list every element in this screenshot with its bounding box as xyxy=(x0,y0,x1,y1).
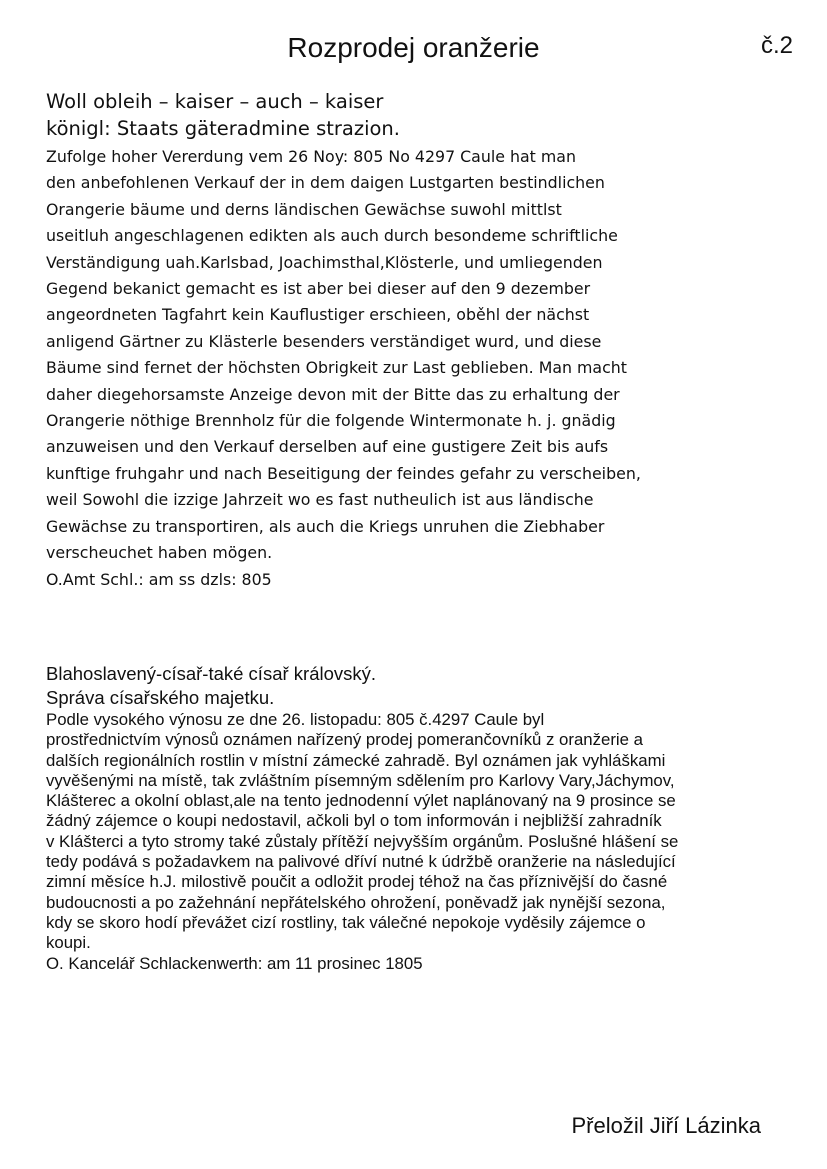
original-body-line: Zufolge hoher Vererdung vem 26 Noy: 805 No 4297 Caule hat man xyxy=(46,147,576,166)
original-body-line: weil Sowohl die izzige Jahrzeit wo es fast nutheulich ist aus ländische xyxy=(46,490,594,510)
original-body-line: Verständigung uah.Karlsbad, Joachimsthal,Klösterle, und umliegenden xyxy=(46,252,603,272)
page-title: Rozprodej oranžerie xyxy=(287,32,540,63)
translation-body-line: koupi. xyxy=(46,933,91,953)
translation-heading-line: Správa císařského majetku. xyxy=(46,687,275,708)
translation-body-line: Klášterec a okolní oblast,ale na tento jednodenní výlet naplánovaný na 9 prosince se xyxy=(46,791,676,811)
original-body-line: verscheuchet haben mögen. xyxy=(46,543,273,563)
translation-body-line: zimní měsíce h.J. milostivě poučit a odložit prodej téhož na čas příznivější do časné xyxy=(46,872,668,892)
original-body-line: useitluh angeschlagenen edikten als auch durch besondeme schriftliche xyxy=(46,226,618,246)
translation-body-line: prostřednictvím výnosů oznámen nařízený prodej pomerančovníků z oranžerie a xyxy=(46,730,643,750)
original-heading-line: königl: Staats gäteradmine strazion. xyxy=(46,117,400,140)
original-body-line: daher diegehorsamste Anzeige devon mit der Bitte das zu erhaltung der xyxy=(46,384,620,404)
original-body-line: angeordneten Tagfahrt kein Kauflustiger erschieen, oběhl der nächst xyxy=(46,305,590,325)
original-body-line: Bäume sind fernet der höchsten Obrigkeit zur Last geblieben. Man macht xyxy=(46,358,627,378)
translator-credit: Přeložil Jiří Lázinka xyxy=(571,1113,761,1138)
original-body-line: Gegend bekanict gemacht es ist aber bei dieser auf den 9 dezember xyxy=(46,279,591,299)
translation-body-line: vyvěšenými na místě, tak zvláštním písemným sdělením pro Karlovy Vary,Jáchymov, xyxy=(46,770,675,790)
original-body-line: den anbefohlenen Verkauf der in dem daigen Lustgarten bestindlichen xyxy=(46,173,605,193)
translation-body-line: v Klášterci a tyto stromy také zůstaly přítěží nejvyšším orgánům. Poslušné hlášení se xyxy=(46,831,679,851)
original-body-line: anligend Gärtner zu Klästerle besenders verständiget wurd, und diese xyxy=(46,331,602,351)
original-signature-line: O.Amt Schl.: am ss dzls: 805 xyxy=(46,569,272,589)
translation-body-line: kdy se skoro hodí převážet cizí rostliny, tak válečné nepokoje vyděsily zájemce o xyxy=(46,912,646,932)
page-number: č.2 xyxy=(760,32,793,59)
original-body-line: kunftige fruhgahr und nach Beseitigung der feindes gefahr zu verscheiben, xyxy=(46,463,641,483)
original-body-line: Orangerie bäume und derns ländischen Gewächse suwohl mittlst xyxy=(46,199,562,219)
original-body-line: Orangerie nöthige Brennholz für die folgende Wintermonate h. j. gnädig xyxy=(46,411,616,431)
translation-body-line: žádný zájemce o koupi nedostavil, ačkoli byl o tom informován i nejbližší zahradník xyxy=(46,811,662,831)
translation-body-line: Podle vysokého výnosu ze dne 26. listopadu: 805 č.4297 Caule byl xyxy=(46,710,545,729)
translation-body-line: dalších regionálních rostlin v místní zámecké zahradě. Byl oznámen jak vyhláškami xyxy=(46,750,666,770)
original-text-section xyxy=(46,88,786,593)
original-body-line: anzuweisen und den Verkauf derselben auf eine gustigere Zeit bis aufs xyxy=(46,437,609,457)
translation-heading-line: Blahoslavený-císař-také císař královský. xyxy=(46,663,377,684)
original-heading-line: Woll obleih – kaiser – auch – kaiser xyxy=(46,90,384,113)
translation-body-line: tedy podává s požadavkem na palivové dříví nutné k údržbě oranžerie na následující xyxy=(46,852,676,872)
original-body-line: Gewächse zu transportiren, als auch die Kriegs unruhen die Ziebhaber xyxy=(46,516,605,536)
translation-text-section xyxy=(46,662,786,974)
translation-signature-line: O. Kancelář Schlackenwerth: am 11 prosinec 1805 xyxy=(46,953,423,973)
translation-body-line: budoucnosti a po zažehnání nepřátelského ohrožení, poněvadž jak nynější sezona, xyxy=(46,892,666,912)
